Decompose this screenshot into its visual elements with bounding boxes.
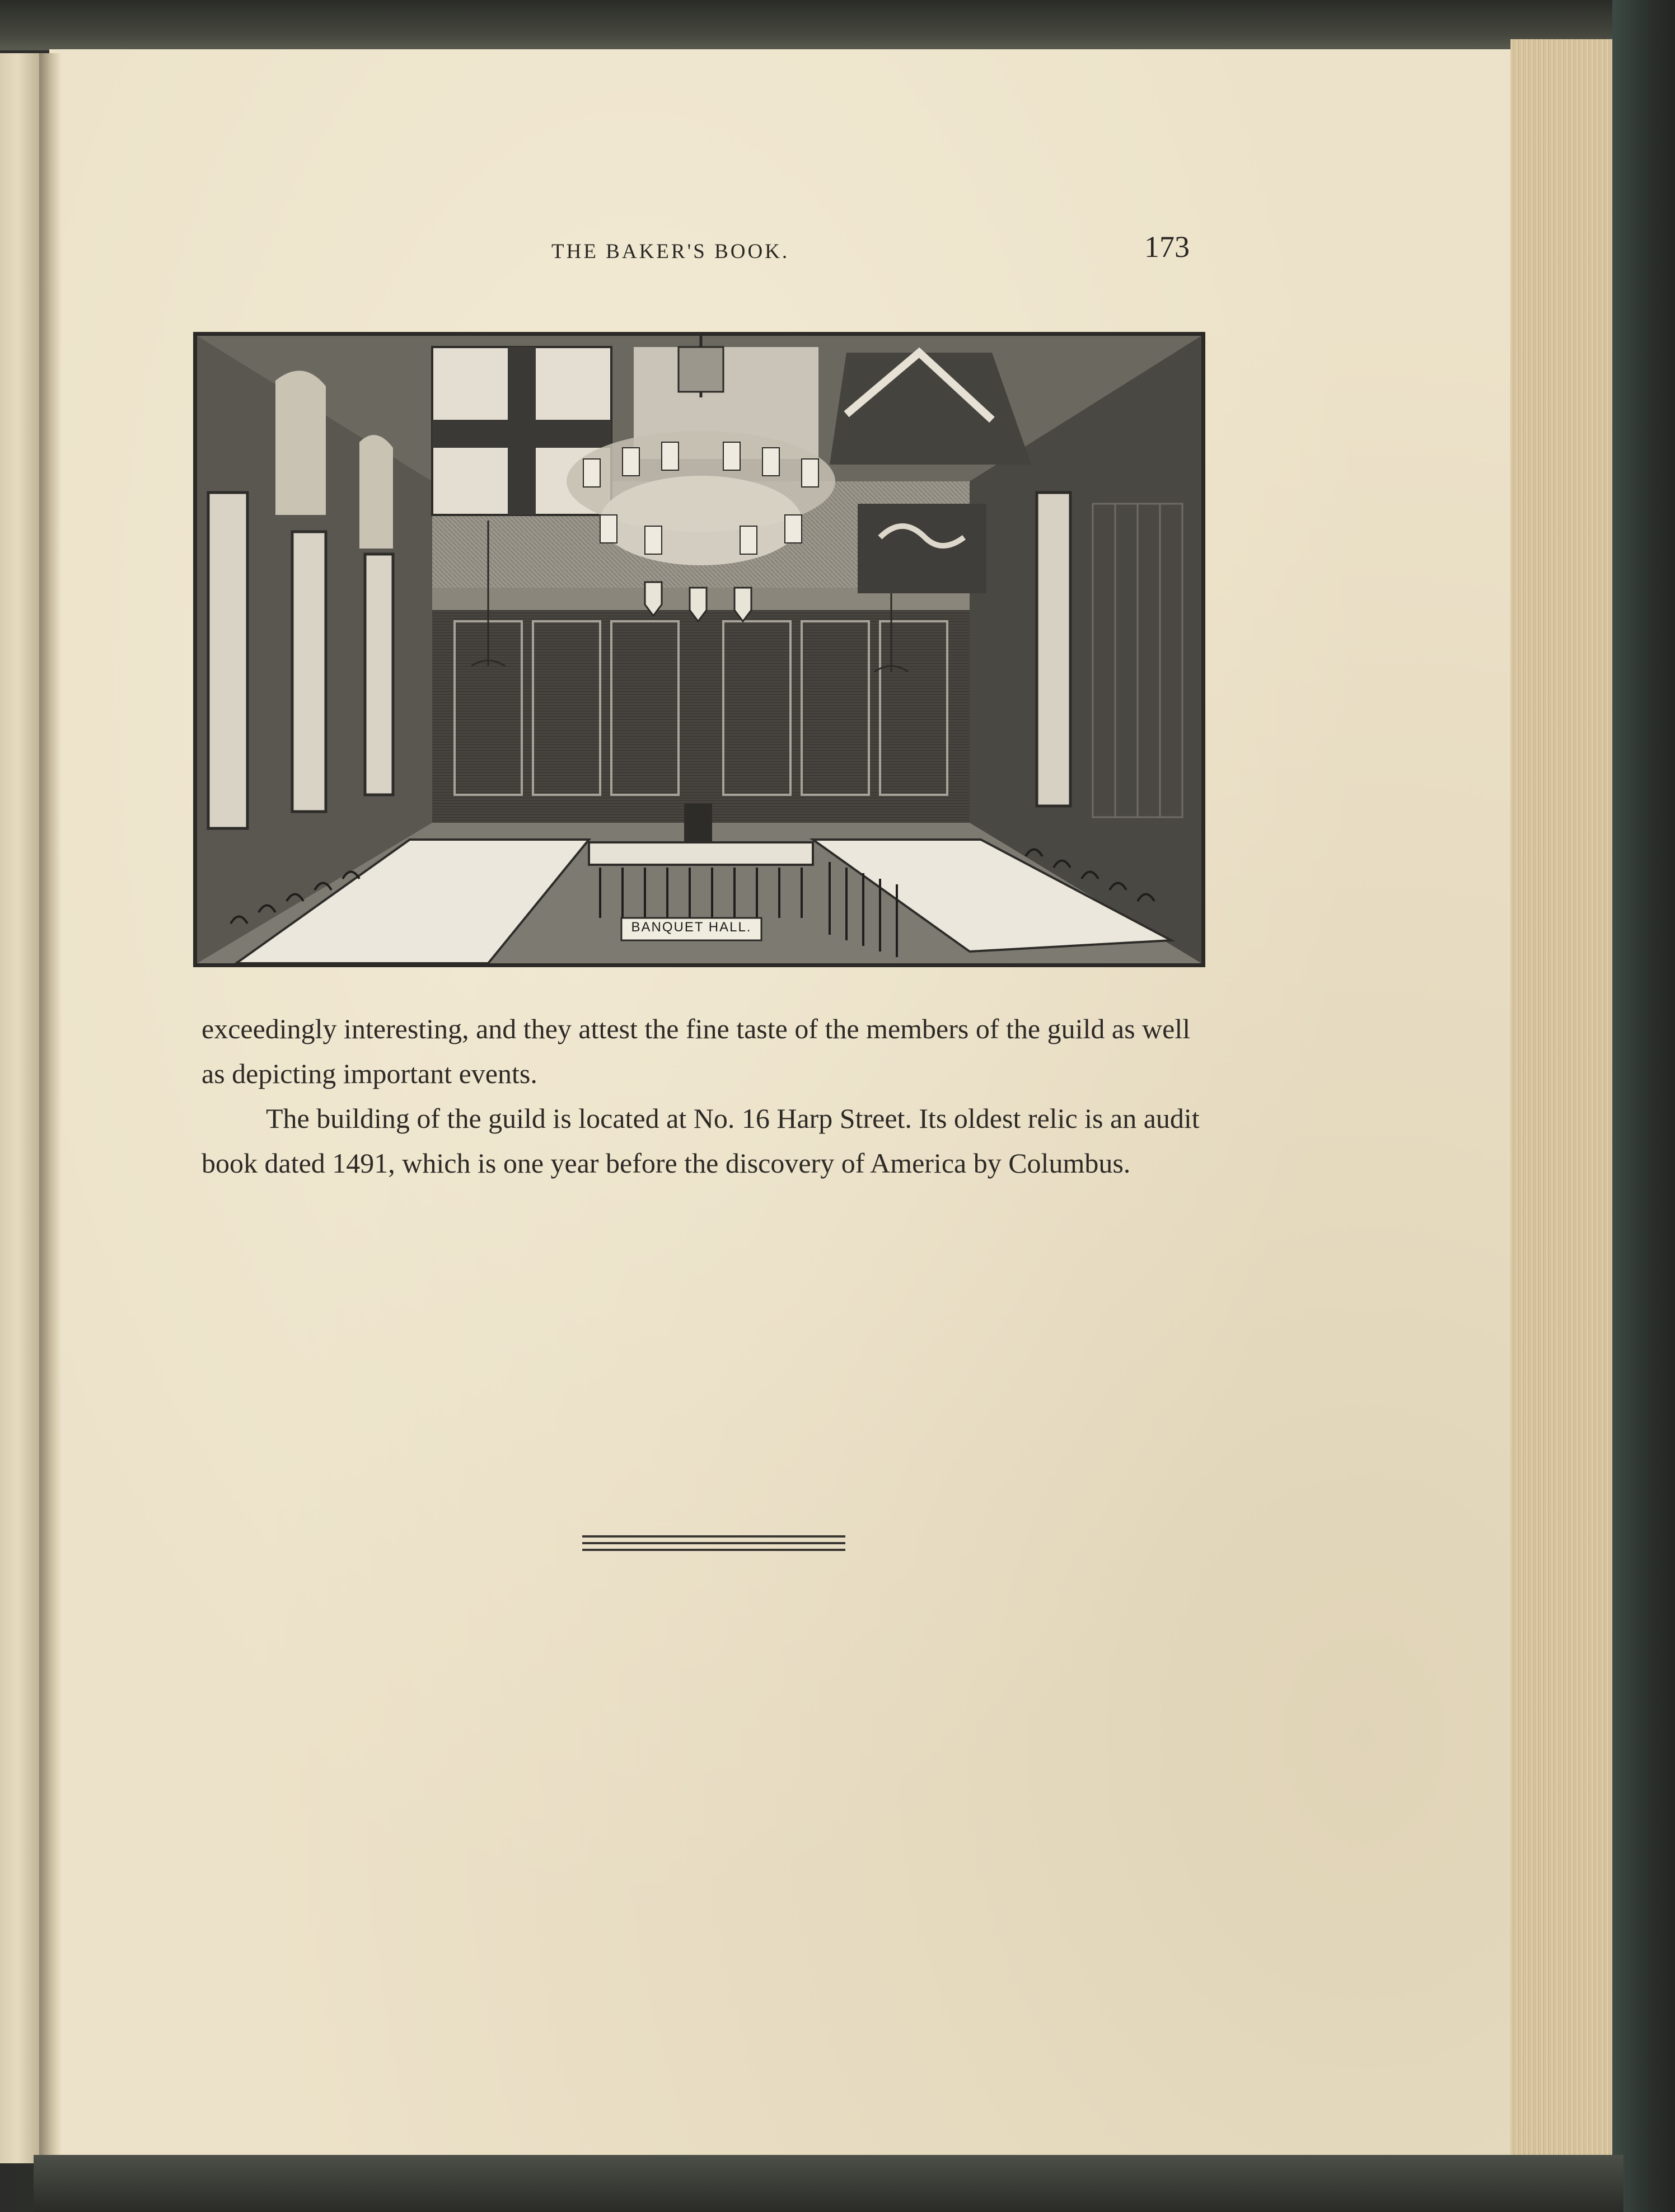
- section-end-rule: [582, 1535, 845, 1558]
- paragraph: exceedingly interesting, and they attest the fine taste of the members of the guild as well as depicting important events.: [202, 1013, 1191, 1089]
- body-text: [202, 1006, 1220, 1185]
- rule-line: [582, 1549, 845, 1551]
- running-title: THE BAKER'S BOOK.: [551, 240, 790, 263]
- book-cover-top: [0, 0, 1675, 50]
- book-cover-bottom: [34, 2155, 1623, 2212]
- paragraph: The building of the guild is located at No. 16 Harp Street. Its oldest relic is an audit book dated 1491, which is one year before the discovery of America by Columbus.: [202, 1103, 1200, 1179]
- rule-line: [582, 1542, 845, 1544]
- left-page-edge: [0, 53, 44, 2163]
- page-number: 173: [1144, 230, 1190, 264]
- rule-line: [582, 1535, 845, 1538]
- banquet-hall-engraving: [197, 336, 1201, 963]
- banquet-hall-illustration: [193, 332, 1205, 967]
- figure-caption: BANQUET HALL.: [631, 920, 752, 935]
- book-cover-right: [1612, 0, 1675, 2212]
- page-stack-edges: [1510, 39, 1621, 2166]
- book-gutter: [39, 53, 62, 2163]
